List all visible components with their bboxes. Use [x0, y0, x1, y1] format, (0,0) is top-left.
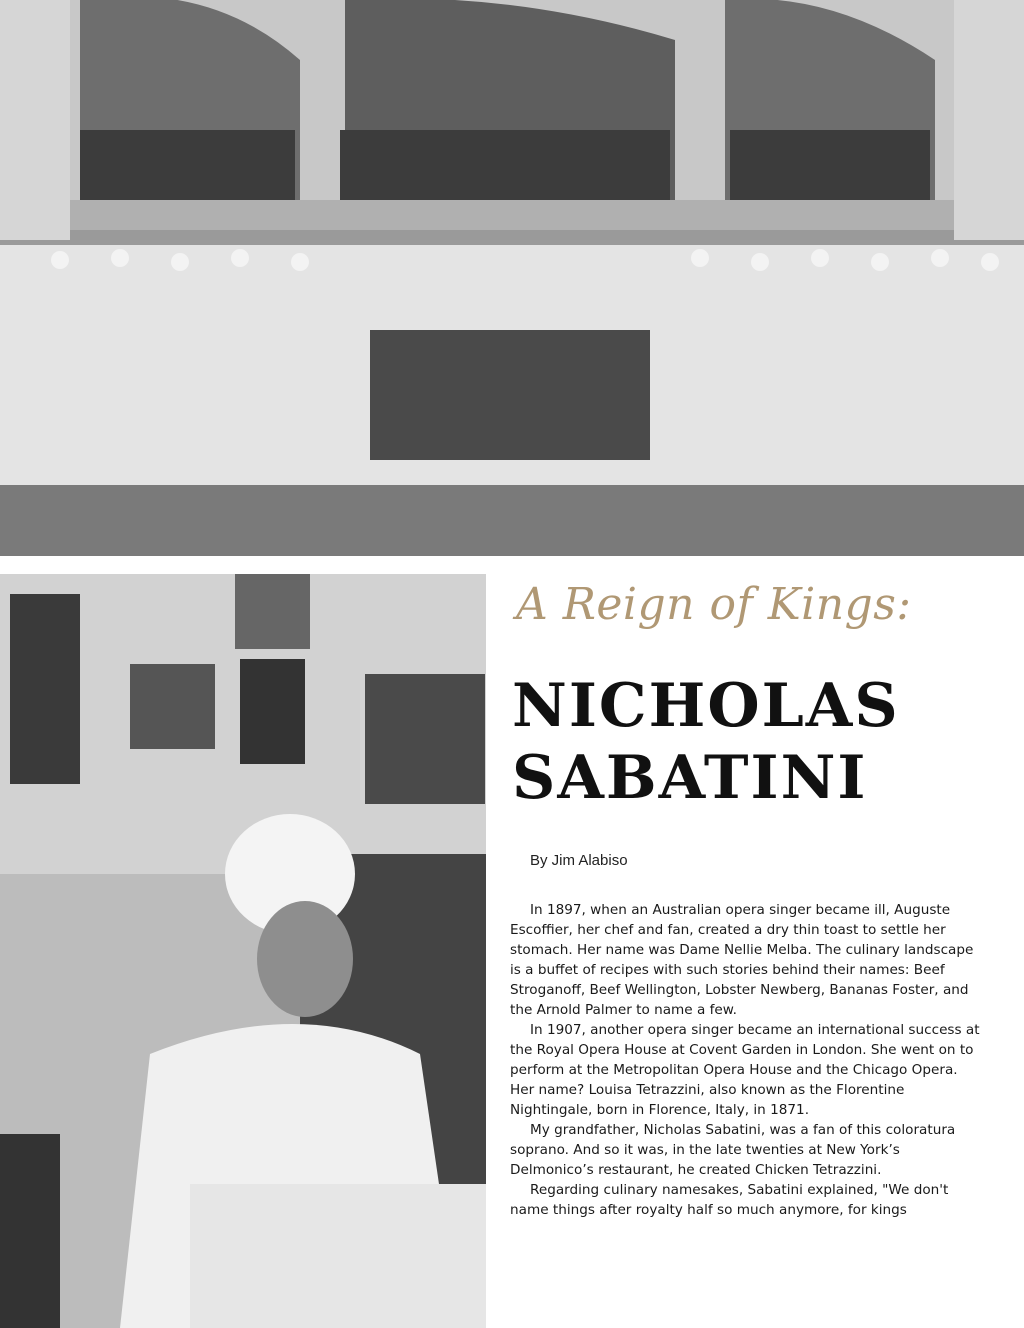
article-body [510, 900, 980, 1220]
article-paragraph: Regarding culinary namesakes, Sabatini explained, "We don't name things after royalty half so much anymore, for kings [510, 1182, 949, 1218]
article-title [512, 670, 1012, 814]
article-kicker: A Reign of Kings: [516, 579, 912, 630]
article-paragraph: In 1897, when an Australian opera singer became ill, Auguste Escoffier, her chef and fan, created a dry thin toast to settle her stomach. Her name was Dame Nellie Melba. The culinary landscape is a buffet of recipes with such stories behind their names: Beef Stroganoff, Beef Wellington, Lobster Newberg, Bananas Foster, and the Arnold Palmer to name a few. [510, 902, 974, 1018]
group-photo-kitchen-staff [0, 0, 1024, 556]
group-photo-icon [0, 0, 1024, 556]
article-paragraph: In 1907, another opera singer became an international success at the Royal Opera House at Covent Garden in London. She went on to perform at the Metropolitan Opera House and the Chicago Opera. Her name? Louisa Tetrazzini, also known as the Florentine Nightingale, born in Florence, Italy, in 1871. [510, 1022, 980, 1118]
title-line-2: SABATINI [512, 743, 868, 813]
portrait-photo-icon [0, 574, 486, 1328]
chef-portrait-photo [0, 574, 486, 1328]
byline: By Jim Alabiso [530, 852, 628, 869]
article-paragraph: My grandfather, Nicholas Sabatini, was a fan of this coloratura soprano. And so it was, in the late twenties at New York’s Delmonico’s restaurant, he created Chicken Tetrazzini. [510, 1122, 956, 1178]
title-line-1: NICHOLAS [512, 671, 900, 741]
